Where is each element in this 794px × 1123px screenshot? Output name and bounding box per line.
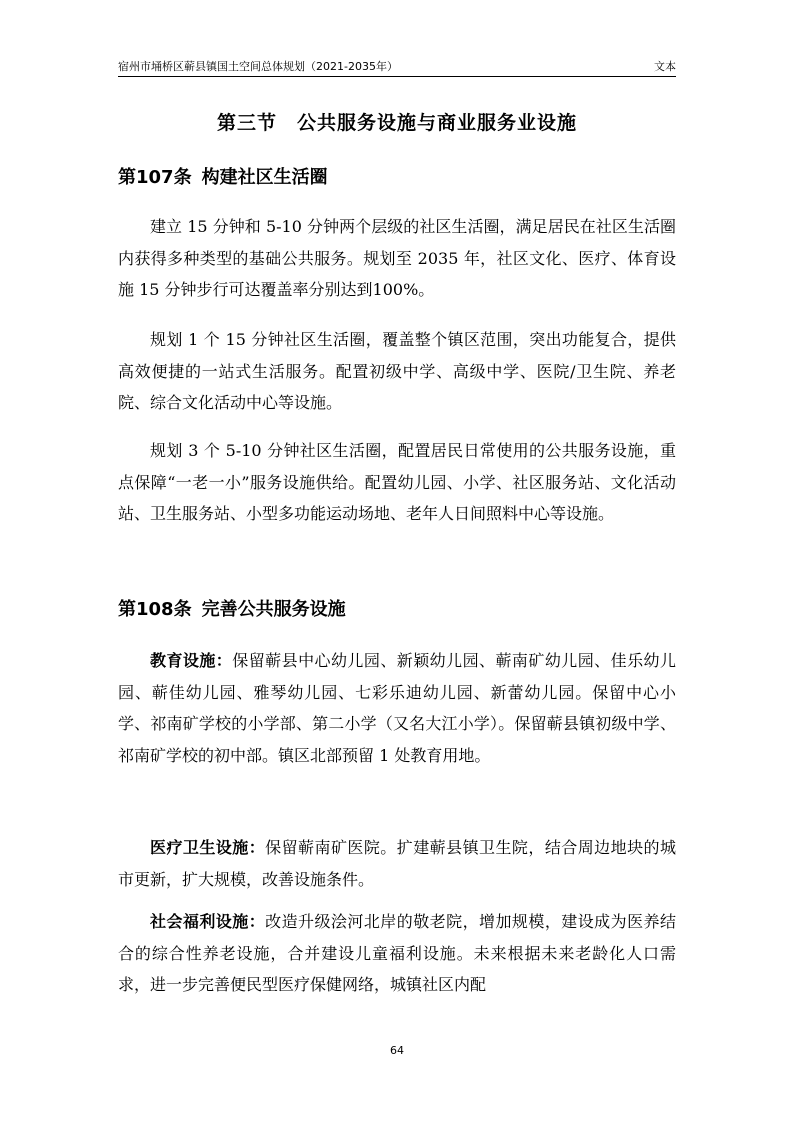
education-facilities-text: 保留蕲县中心幼儿园、新颖幼儿园、蕲南矿幼儿园、佳乐幼儿园、蕲佳幼儿园、雅琴幼儿园、七彩乐迪幼儿园、新蕾幼儿园。保留中心小学、祁南矿学校的小学部、第二小学（又名大江小学）。保留蕲县镇初级中学、祁南矿学校的初中部。镇区北部预留 1 处教育用地。 <box>118 651 676 765</box>
header-document-title: 宿州市埇桥区蕲县镇国土空间总体规划（2021-2035年） <box>118 60 398 73</box>
article-108-number: 第108条 <box>118 599 192 620</box>
welfare-facilities-paragraph <box>118 906 676 1001</box>
welfare-facilities-label: 社会福利设施： <box>150 912 266 931</box>
header-divider <box>118 76 676 77</box>
header-section-label: 文本 <box>654 60 676 73</box>
article-108-heading <box>118 595 346 621</box>
article-107-paragraph-1: 建立 15 分钟和 5-10 分钟两个层级的社区生活圈，满足居民在社区生活圈内获得多种类型的基础公共服务。规划至 2035 年，社区文化、医疗、体育设施 15 分钟步行可达覆盖率分别达到100%。 <box>118 217 676 299</box>
medical-facilities-label: 医疗卫生设施： <box>150 838 266 857</box>
article-107-number: 第107条 <box>118 167 192 188</box>
medical-facilities-text: 保留蕲南矿医院。扩建蕲县镇卫生院，结合周边地块的城市更新，扩大规模，改善设施条件。 <box>118 838 676 889</box>
medical-facilities-paragraph <box>118 832 676 895</box>
education-facilities-label: 教育设施： <box>150 651 233 670</box>
article-107-heading <box>118 163 328 189</box>
article-107-paragraph-3: 规划 3 个 5-10 分钟社区生活圈，配置居民日常使用的公共服务设施，重点保障“一老一小”服务设施供给。配置幼儿园、小学、社区服务站、文化活动站、卫生服务站、小型多功能运动场地、老年人日间照料中心等设施。 <box>118 441 676 523</box>
article-107-paragraph-2: 规划 1 个 15 分钟社区生活圈，覆盖整个镇区范围，突出功能复合，提供高效便捷的一站式生活服务。配置初级中学、高级中学、医院/卫生院、养老院、综合文化活动中心等设施。 <box>118 330 676 412</box>
article-107-title: 构建社区生活圈 <box>201 167 328 188</box>
page-header <box>118 56 676 74</box>
education-facilities-paragraph <box>118 645 676 771</box>
section-title: 第三节 公共服务设施与商业服务业设施 <box>216 112 577 134</box>
welfare-facilities-text: 改造升级浍河北岸的敬老院，增加规模，建设成为医养结合的综合性养老设施，合并建设儿童福利设施。未来根据未来老龄化人口需求，进一步完善便民型医疗保健网络，城镇社区内配 <box>118 912 676 994</box>
article-108-title: 完善公共服务设施 <box>201 599 346 620</box>
page-number: 64 <box>390 1044 404 1057</box>
